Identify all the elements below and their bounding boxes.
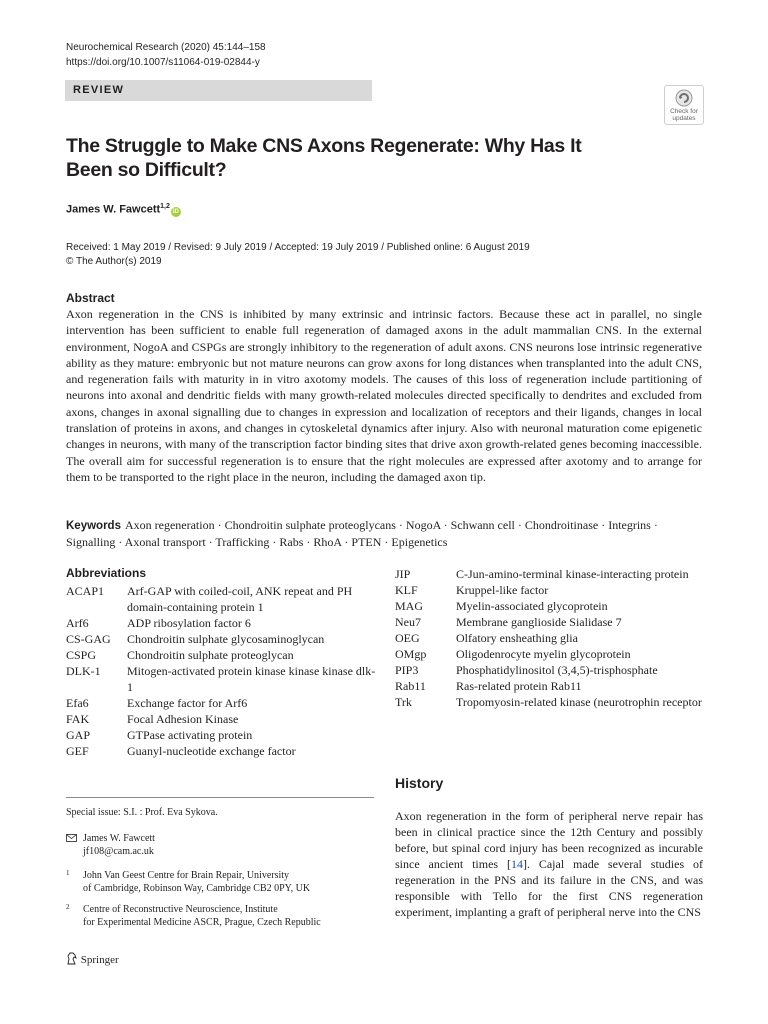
abbreviation-row: MAG Myelin-associated glycoprotein	[395, 599, 608, 613]
abbreviation-row: OEG Olfatory ensheathing glia	[395, 631, 578, 645]
author-affiliations: 1,2	[160, 203, 170, 210]
check-for-updates-badge[interactable]: Check for updates	[664, 85, 704, 125]
orcid-icon[interactable]: iD	[172, 208, 179, 215]
keywords-list: Axon regeneration · Chondroitin sulphate proteoglycans · NogoA · Schwann cell · Chondroitinase · Integrins · Signalling · Axonal transport · Trafficking · Rabs · RhoA · PTEN · Epigenetics	[66, 518, 658, 549]
check-updates-icon	[675, 89, 693, 107]
article-dates	[66, 241, 530, 269]
doi-link[interactable]: https://doi.org/10.1007/s11064-019-02844-y	[66, 57, 260, 68]
abbreviation-row: PIP3 Phosphatidylinositol (3,4,5)-trisphosphate	[395, 663, 658, 677]
keywords-label: Keywords	[66, 520, 121, 532]
special-issue-note: Special issue: S.I. : Prof. Eva Sykova.	[66, 807, 218, 818]
affiliation-1: 1 John Van Geest Centre for Brain Repair, University of Cambridge, Robinson Way, Cambridge CB2 0PY, UK	[66, 869, 311, 894]
article-title: The Struggle to Make CNS Axons Regenerate: Why Has It Been so Difficult?	[66, 135, 582, 181]
keywords	[66, 517, 702, 550]
history-heading: History	[395, 775, 444, 791]
affiliation-2: 2 Centre of Reconstructive Neuroscience, Institute for Experimental Medicine ASCR, Prague, Czech Republic	[66, 903, 321, 928]
author-name[interactable]: James W. Fawcett	[66, 203, 161, 216]
abbreviation-row: Arf6 ADP ribosylation factor 6	[66, 616, 251, 630]
section-label: REVIEW	[65, 80, 372, 101]
publisher-name: Springer	[80, 954, 119, 966]
abbreviation-row: Rab11 Ras-related protein Rab11	[395, 679, 582, 693]
abbreviation-row: GEF Guanyl-nucleotide exchange factor	[66, 744, 296, 758]
contact-name: James W. Fawcett	[83, 833, 155, 844]
abbreviation-row: FAK Focal Adhesion Kinase	[66, 712, 239, 726]
abbreviations-left-column	[66, 583, 376, 759]
abstract-text: Axon regeneration in the CNS is inhibited by many extrinsic and intrinsic factors. Because these act in parallel, no single intervention has been sufficient to enable full regeneration of damaged axons in the adult mammalian CNS. In the external environment, NogoA and CSPGs are strongly inhibitory to the regeneration of adult axons. CNS neurons lose intrinsic regenerative ability as they mature: embryonic but not mature neurons can grow axons for long distances when transplanted into the adult CNS, and regeneration fails with maturity in in vitro axotomy models. The causes of this loss of regeneration include partitioning of neurons into axonal and dendritic fields with many growth-related molecules directed specifically to dendrites and excluded from axons, changes in axonal signalling due to changes in expression and localization of receptors and their ligands, changes in local translation of proteins in axons, and changes in cytoskeletal dynamics after injury. Also with neuronal maturation come epigenetic changes in neurons, with many of the transcription factor binding sites that drive axon growth-related genes becoming inaccessible. The overall aim for successful regeneration is to ensure that the right molecules are expressed after axotomy and to arrange for them to be transported to the right place in the neuron, including the damaged axon tip.	[66, 307, 702, 484]
history-text: Axon regeneration in the form of peripheral nerve repair has been in clinical practice since the 12th Century and possibly before, but spinal cord injury has been recognized as incurable since ancient times [14]. Cajal made several studies of regeneration in the PNS and its failure in the CNS, and was responsible with Tello for the first CNS regeneration experiment, implanting a graft of peripheral nerve into the CNS	[395, 809, 703, 919]
abbreviations-heading: Abbreviations	[66, 566, 147, 580]
corresponding-author	[66, 832, 155, 858]
abbreviation-row: CSPG Chondroitin sulphate proteoglycan	[66, 648, 294, 662]
publisher-footer	[66, 952, 119, 966]
footnote-divider	[66, 797, 374, 798]
abbreviation-row: Trk Tropomyosin-related kinase (neurotrophin receptor	[395, 695, 702, 709]
springer-horse-icon	[66, 952, 78, 965]
abbreviation-row: ACAP1 Arf-GAP with coiled-coil, ANK repeat and PH domain-containing protein 1	[66, 584, 353, 614]
abbreviation-row: CS-GAG Chondroitin sulphate glycosaminoglycan	[66, 632, 325, 646]
abbreviation-row: KLF Kruppel-like factor	[395, 583, 549, 597]
abbreviation-row: JIP C-Jun-amino-terminal kinase-interacting protein	[395, 567, 689, 581]
abbreviation-row: OMgp Oligodenrocyte myelin glycoprotein	[395, 647, 631, 661]
abbreviations-right-column	[395, 566, 703, 710]
citation-link[interactable]: 14	[510, 857, 523, 871]
abbreviation-row: Neu7 Membrane ganglioside Sialidase 7	[395, 615, 622, 629]
abbreviation-row: DLK-1 Mitogen-activated protein kinase kinase kinase dlk-1	[66, 664, 376, 694]
abbreviation-row: GAP GTPase activating protein	[66, 728, 253, 742]
envelope-icon	[66, 834, 77, 842]
journal-header	[66, 40, 266, 70]
received-dates: Received: 1 May 2019 / Revised: 9 July 2019 / Accepted: 19 July 2019 / Published online: 6 August 2019	[66, 242, 530, 253]
abbreviation-row: Efa6 Exchange factor for Arf6	[66, 696, 248, 710]
abstract-heading: Abstract	[66, 291, 115, 305]
journal-citation: Neurochemical Research (2020) 45:144–158	[66, 42, 266, 53]
contact-email[interactable]: jf108@cam.ac.uk	[83, 846, 154, 857]
author-line	[66, 203, 181, 217]
copyright-line: © The Author(s) 2019	[66, 256, 162, 267]
